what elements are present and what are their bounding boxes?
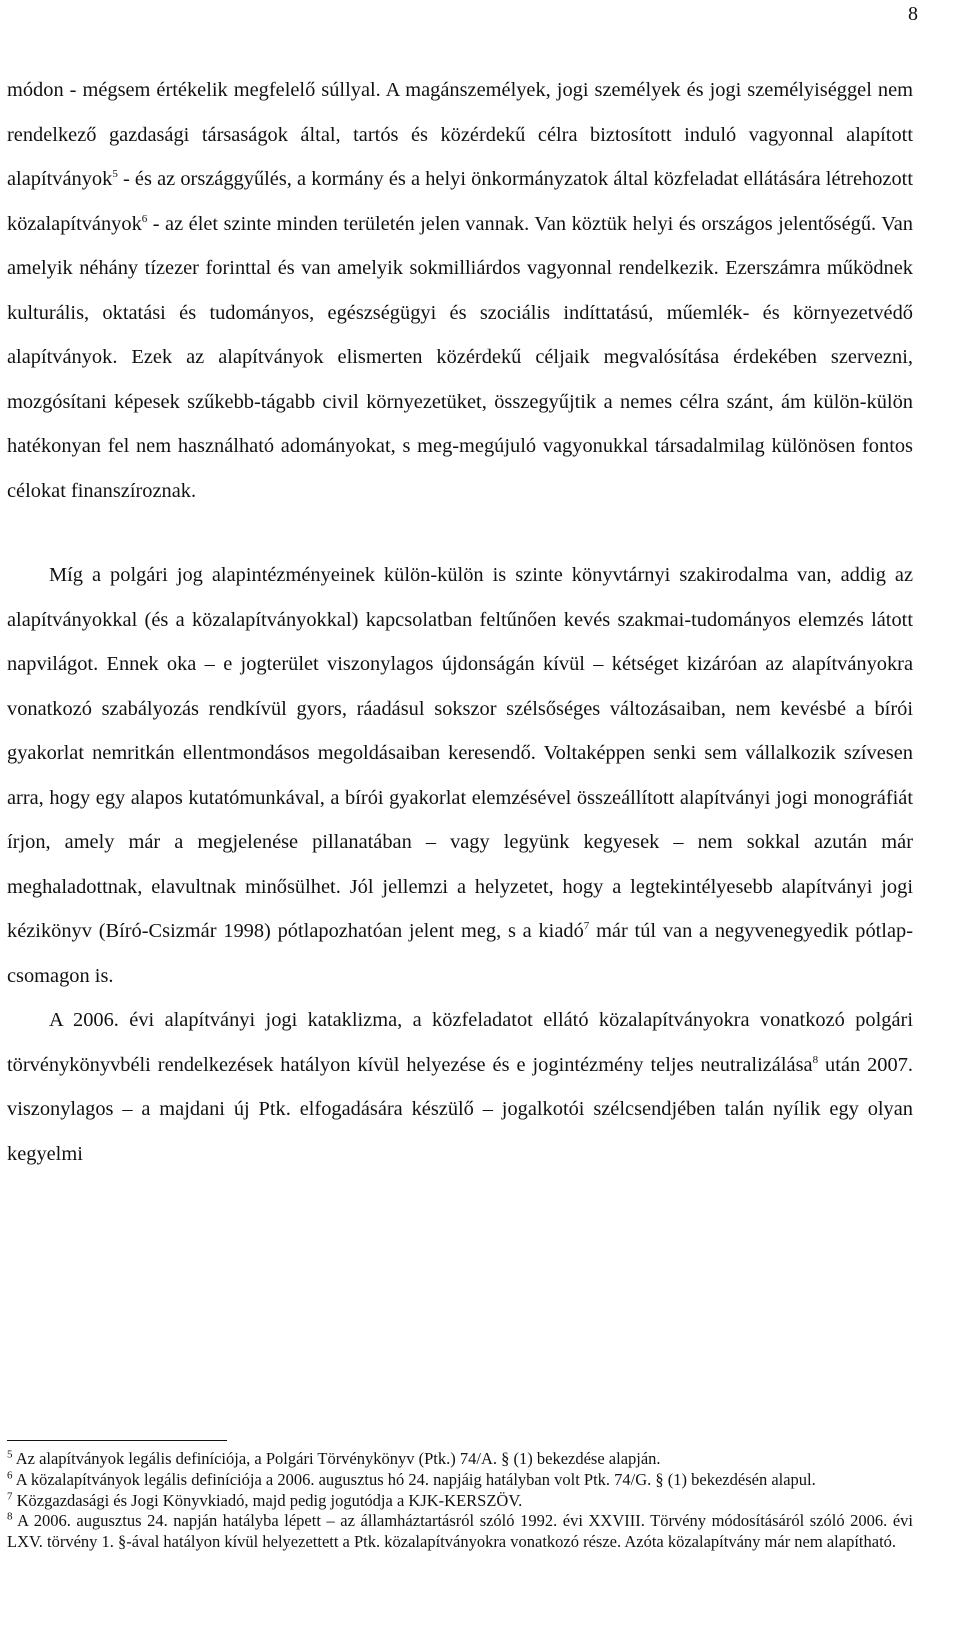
footnote: [7, 1470, 913, 1491]
footnote-ref[interactable]: 8: [812, 1053, 819, 1066]
footnote-text: A közalapítványok legális definíciója a 2006. augusztus hó 24. napjáig hatályban volt Ptk. 74/G. § (1) bekezdésén alapul.: [12, 1469, 816, 1489]
footnote-ref[interactable]: 6: [141, 212, 148, 225]
paragraph-spacer: [7, 513, 913, 553]
footnote-number: 6: [7, 1469, 13, 1482]
text-run: A 2006. évi alapítványi jogi kataklizma, a közfeladatot ellátó közalapítványokra vonatkozó polgári törvénykönyvbéli rendelkezések hatályon kívül helyezése és e jogintézmény teljes neutralizálása: [7, 1009, 913, 1076]
footnote: [7, 1491, 913, 1512]
text-run: módon - mégsem értékelik megfelelő súllyal. A magánszemélyek, jogi személyek és jogi személyiséggel nem rendelkező gazdasági társaságok által, tartós és közérdekű célra biztosított induló vagyonnal alapított alapítványok: [7, 79, 913, 190]
footnote-text: A 2006. augusztus 24. napján hatályba lépett – az államháztartásról szóló 1992. évi XXVIII. Törvény módosításáról szóló 2006. évi LXV. törvény 1. §-ával hatályon kívül helyezettett a Ptk. közalapítványokra vonatkozó része. Azóta közalapítvány már nem alapítható.: [7, 1511, 913, 1552]
paragraph: [7, 553, 913, 998]
text-run: már túl van a negyvenegyedik pótlap-csomagon is.: [7, 920, 914, 987]
paragraph: [7, 68, 913, 513]
text-run: - az élet szinte minden területén jelen vannak. Van köztük helyi és országos jelentőségű. Van amelyik néhány tízezer forinttal és van amelyik sokmilliárdos vagyonnal rendelkezik. Ezerszámra működnek kulturális, oktatási és tudományos, egészségügyi és szociális indíttatású, műemlék- és környezetvédő alapítványok. Ezek az alapítványok elismerten közérdekű céljaik megvalósítása érdekében szervezni, mozgósítani képesek szűkebb-tágabb civil környezetüket, összegyűjtik a nemes célra szánt, ám külön-külön hatékonyan fel nem használható adományokat, s meg-megújuló vagyonukkal társadalmilag különösen fontos célokat finanszíroznak.: [7, 212, 913, 502]
footnote: [7, 1511, 913, 1553]
footnote-ref[interactable]: 7: [583, 920, 590, 933]
main-text: [7, 68, 913, 1176]
footnote-number: 5: [7, 1448, 13, 1461]
footnotes: [7, 1449, 913, 1553]
footnote-ref[interactable]: 5: [112, 168, 118, 181]
footnote-text: Közgazdasági és Jogi Könyvkiadó, majd pedig jogutódja a KJK-KERSZÖV.: [12, 1490, 523, 1510]
footnote-number: 8: [7, 1510, 13, 1523]
text-run: után 2007. viszonylagos – a majdani új Ptk. elfogadására készülő – jogalkotói szélcsendjében talán nyílik egy olyan kegyelmi: [7, 1053, 913, 1165]
page-number: 8: [908, 3, 918, 25]
paragraph: [7, 998, 913, 1176]
text-run: - és az országgyűlés, a kormány és a helyi önkormányzatok által közfeladat ellátására létrehozott közalapítványok: [7, 168, 913, 235]
footnote: [7, 1449, 913, 1470]
footnote-number: 7: [7, 1490, 13, 1503]
footnote-text: Az alapítványok legális definíciója, a Polgári Törvénykönyv (Ptk.) 74/A. § (1) bekezdése alapján.: [12, 1449, 661, 1468]
text-run: Míg a polgári jog alapintézményeinek külön-külön is szinte könyvtárnyi szakirodalma van, addig az alapítványokkal (és a közalapítványokkal) kapcsolatban feltűnően kevés szakmai-tudományos elemzés látott napvilágot. Ennek oka – e jogterület viszonylagos újdonságán kívül – kétséget kizáróan az alapítványokra vonatkozó szabályozás rendkívül gyors, ráadásul sokszor szélsőséges változásaiban, nem kevésbé a bírói gyakorlat nemritkán ellentmondásos megoldásaiban keresendő. Voltaképpen senki sem vállalkozik szívesen arra, hogy egy alapos kutatómunkával, a bírói gyakorlat elemzésével összeállított alapítványi jogi monográfiát írjon, amely már a megjelenése pillanatában – vagy legyünk kegyesek – nem sokkal azután már meghaladottnak, elavultnak minősülhet. Jól jellemzi a helyzetet, hogy a legtekintélyesebb alapítványi jogi kézikönyv (Bíró-Csizmár 1998) pótlapozhatóan jelent meg, s a kiadó: [7, 564, 913, 942]
footnote-separator: [7, 1440, 227, 1441]
